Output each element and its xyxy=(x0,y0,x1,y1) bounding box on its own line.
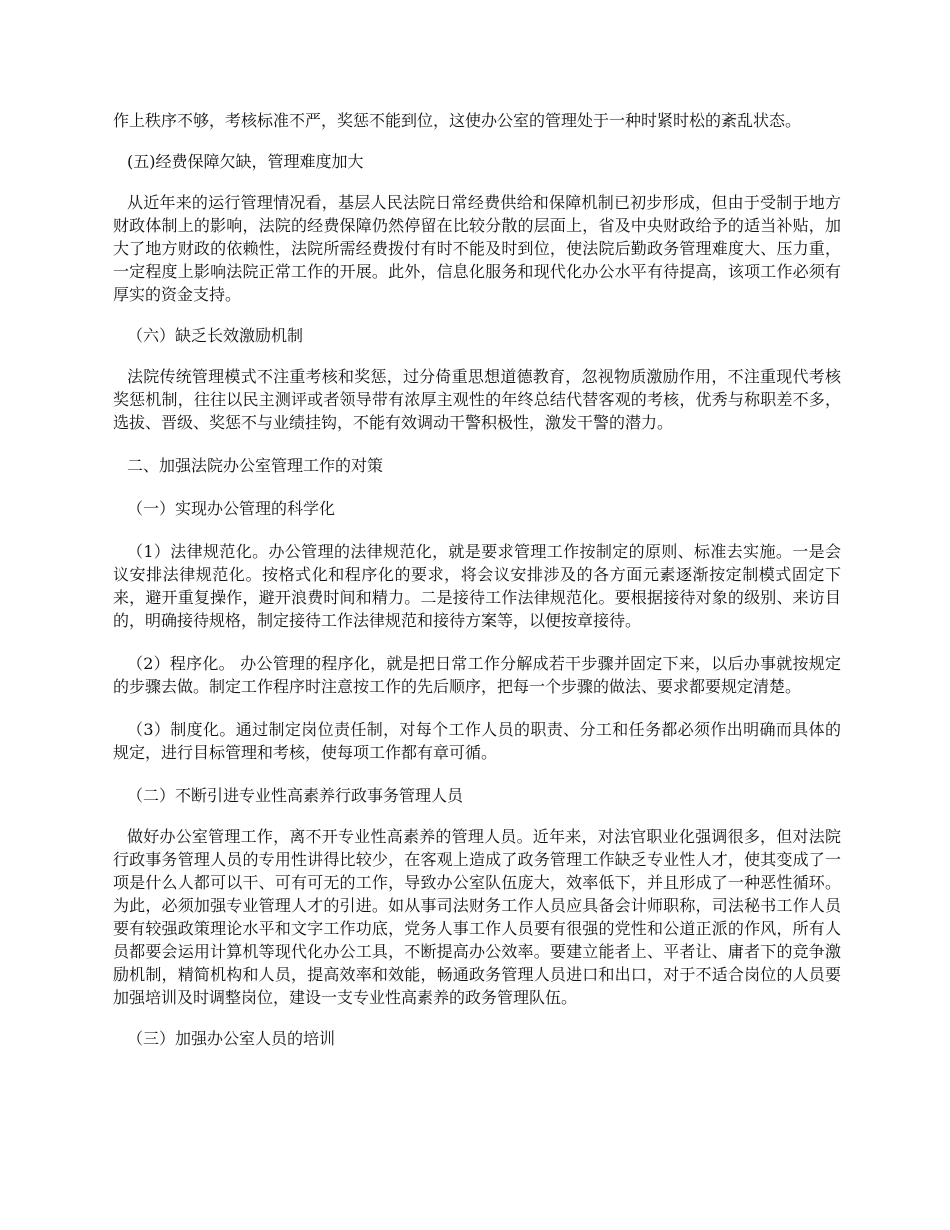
document-page xyxy=(113,109,841,1050)
subsection-heading-2: （二）不断引进专业性高素养行政事务管理人员 xyxy=(127,786,464,805)
paragraph-funding: 从近年来的运行管理情况看，基层人民法院日常经费供给和保障机制已初步形成，但由于受制于地方财政体制上的影响，法院的经费保障仍然停留在比较分散的层面上，省及中央财政给予的适当补贴，加大了地方财政的依赖性，法院所需经费拨付有时不能及时到位，使法院后勤政务管理难度大、压力重，一定程度上影响法院正常工作的开展。此外，信息化服务和现代化办公水平有待提高，该项工作必须有厚实的资金支持。 xyxy=(113,193,841,304)
paragraph-incentive: 法院传统管理模式不注重考核和奖惩，过分倚重思想道德教育，忽视物质激励作用，不注重现代考核奖惩机制，往往以民主测评或者领导带有浓厚主观性的年终总结代替客观的考核，优秀与称职差不多，选拔、晋级、奖惩不与业绩挂钩，不能有效调动干警积极性，激发干警的潜力。 xyxy=(113,367,841,432)
paragraph-continuation: 作上秩序不够，考核标准不严，奖惩不能到位，这使办公室的管理处于一种时紧时松的紊乱状态。 xyxy=(113,111,802,130)
chapter-heading-2: 二、加强法院办公室管理工作的对策 xyxy=(127,456,384,475)
section-heading-6: （六）缺乏长效激励机制 xyxy=(127,326,304,345)
paragraph-legal-standardization: （1）法律规范化。办公管理的法律规范化，就是要求管理工作按制定的原则、标准去实施。一是会议安排法律规范化。按格式化和程序化的要求，将会议安排涉及的各方面元素逐渐按定制模式固定下来，避开重复操作，避开浪费时间和精力。二是接待工作法律规范化。要根据接待对象的级别、来访目的，明确接待规格，制定接待工作法律规范和接待方案等，以便按章接待。 xyxy=(113,542,841,630)
subsection-heading-3: （三）加强办公室人员的培训 xyxy=(127,1029,336,1048)
subsection-heading-1: （一）实现办公管理的科学化 xyxy=(127,499,336,518)
section-heading-5: (五)经费保障欠缺，管理难度加大 xyxy=(127,152,364,171)
paragraph-institutionalization: （3）制度化。通过制定岗位责任制，对每个工作人员的职责、分工和任务都必须作出明确而具体的规定，进行目标管理和考核，使每项工作都有章可循。 xyxy=(113,720,841,762)
paragraph-personnel: 做好办公室管理工作，离不开专业性高素养的管理人员。近年来，对法官职业化强调很多，但对法院行政事务管理人员的专用性讲得比较少，在客观上造成了政务管理工作缺乏专业性人才，使其变成了一项是什么人都可以干、可有可无的工作，导致办公室队伍庞大，效率低下，并且形成了一种恶性循环。为此，必须加强专业管理人才的引进。如从事司法财务工作人员应具备会计师职称，司法秘书工作人员要有较强政策理论水平和文字工作功底，党务人事工作人员要有很强的党性和公道正派的作风，所有人员都要会运用计算机等现代化办公工具，不断提高办公效率。要建立能者上、平者让、庸者下的竞争激励机制，精简机构和人员，提高效率和效能，畅通政务管理人员进口和出口，对于不适合岗位的人员要加强培训及时调整岗位，建设一支专业性高素养的政务管理队伍。 xyxy=(113,827,841,1007)
paragraph-proceduralization: （2）程序化。 办公管理的程序化，就是把日常工作分解成若干步骤并固定下来，以后办事就按规定的步骤去做。制定工作程序时注意按工作的先后顺序，把每一个步骤的做法、要求都要规定清楚。 xyxy=(113,654,841,696)
